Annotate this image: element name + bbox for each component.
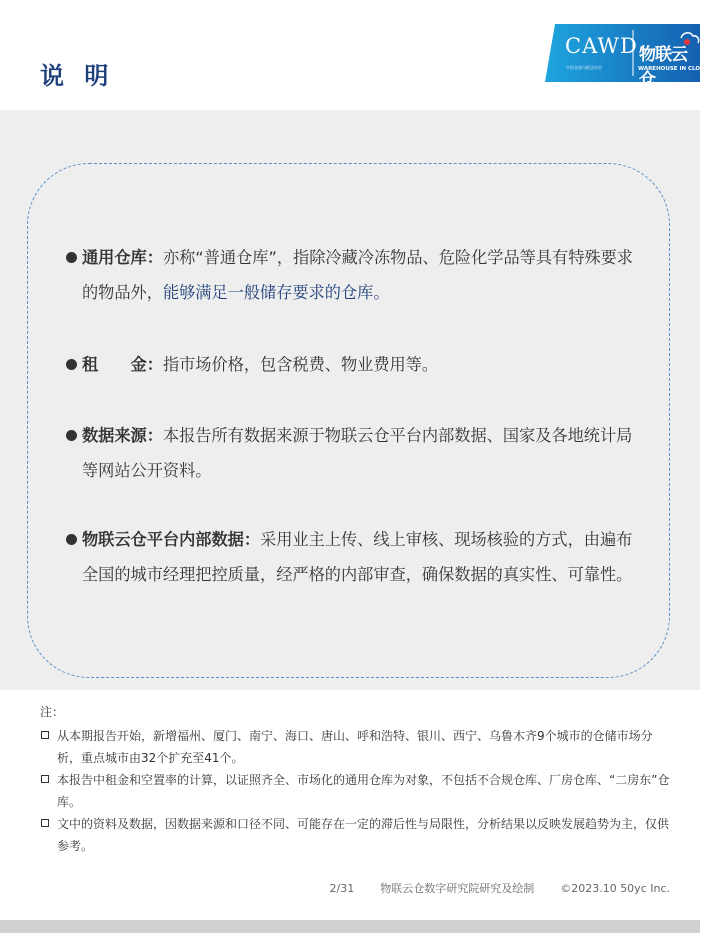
page-number: 2/31 <box>329 882 355 895</box>
page-footer <box>330 880 671 896</box>
note-item <box>40 813 670 857</box>
cawd-logo-subtext: 中国仓储与配送协会 <box>566 65 602 70</box>
note-text: 本报告中租金和空置率的计算，以证照齐全、市场化的通用仓库为对象，不包括不合规仓库、厂房仓库、“二房东”仓库。 <box>57 773 670 809</box>
brand-name-en: WAREHOUSE IN CLOUD <box>638 66 709 72</box>
definition-text: 采用业主上传、线上审核、现场核验的方式，由遍布全国的城市经理把控质量，经严格的内部审查，确保数据的真实性、可靠性。 <box>82 530 633 584</box>
square-bullet-icon <box>41 775 49 783</box>
notes-heading: 注： <box>40 705 65 719</box>
note-item <box>40 725 670 769</box>
definitions-list <box>66 240 636 592</box>
note-text: 从本期报告开始，新增福州、厦门、南宁、海口、唐山、呼和浩特、银川、西宁、乌鲁木齐9个城市的仓储市场分析，重点城市由32个扩充至41个。 <box>57 729 653 765</box>
square-bullet-icon <box>41 731 49 739</box>
definition-label: 通用仓库： <box>82 248 163 267</box>
definition-item <box>66 240 636 310</box>
footer-credit: 物联云仓数字研究院研究及绘制 <box>380 882 535 895</box>
definition-item <box>66 418 636 488</box>
footer-copyright: ©2023.10 50yc Inc. <box>560 882 670 895</box>
brand-name-cn: 物联云仓 <box>639 45 687 90</box>
definition-text: 亦称“普通仓库”，指除冷藏冷冻物品、危险化学品等具有特殊要求的物品外， <box>82 248 633 302</box>
definition-label: 物联云仓平台内部数据： <box>82 530 261 549</box>
square-bullet-icon <box>41 819 49 827</box>
definition-label: 租 金： <box>82 355 163 374</box>
note-text: 文中的资料及数据，因数据来源和口径不同、可能存在一定的滞后性与局限性，分析结果以反映发展趋势为主，仅供参考。 <box>57 817 670 853</box>
bullet-dot-icon <box>66 430 77 441</box>
brand-logo <box>545 24 709 90</box>
definition-item <box>66 522 636 592</box>
page-header <box>0 0 709 110</box>
definition-text: 指市场价格，包含税费、物业费用等。 <box>162 355 439 374</box>
definition-item <box>66 347 636 382</box>
definition-highlight: 能够满足一般储存要求的仓库。 <box>162 283 390 302</box>
definition-text: 本报告所有数据来源于物联云仓平台内部数据、国家及各地统计局等网站公开资料。 <box>82 426 633 480</box>
cawd-logo-text: CAWD <box>565 34 638 58</box>
definition-label: 数据来源： <box>82 426 163 445</box>
bullet-dot-icon <box>66 252 77 263</box>
note-item <box>40 769 670 813</box>
page-title: 说 明 <box>40 62 115 90</box>
bullet-dot-icon <box>66 534 77 545</box>
bullet-dot-icon <box>66 359 77 370</box>
bottom-bar <box>0 920 700 933</box>
notes-section <box>40 701 670 857</box>
